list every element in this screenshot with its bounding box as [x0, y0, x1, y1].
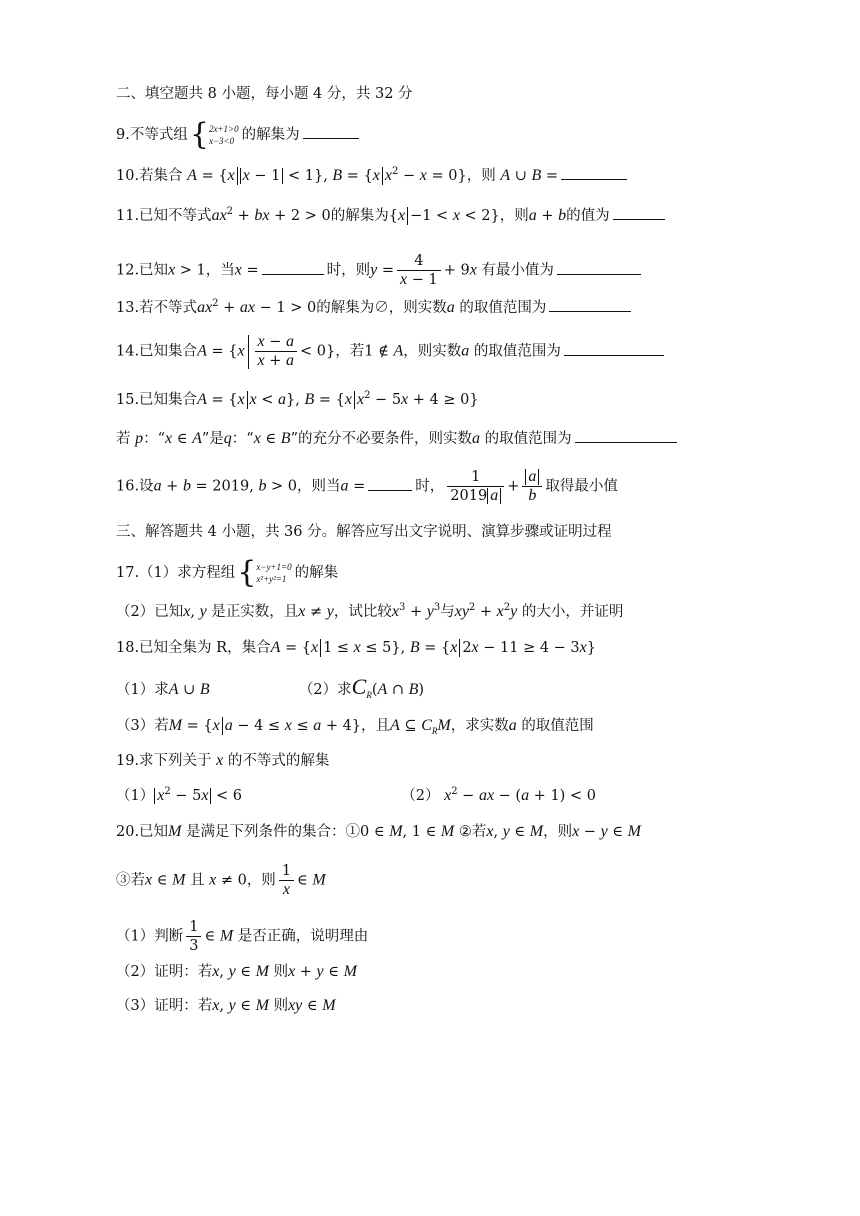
- question-10: 10.若集合 A = {x x − 1 < 1}, B = {x $x^2 - x = 0$}，则 A ∪ B =: [116, 165, 820, 186]
- answer-blank: [368, 476, 412, 491]
- question-17-part-2: （2）已知x, y 是正实数，且x ≠ y，试比较$x^3 + y^3$与$xy^2 + x^2y$ 的大小，并证明: [116, 602, 624, 620]
- question-12: 12.已知x > 1，当x = 时，则y = $\frac{4}{x - 1}$ + 9x 有最小值为: [116, 252, 820, 289]
- question-14: 14.已知集合A = {x $\frac{x - a}{x + a}$ < 0}，若1 ∉ A，则实数a 的取值范围为: [116, 333, 820, 370]
- answer-blank: [549, 297, 631, 312]
- question-15: 15.已知集合A = {x x < a}, B = {x $x^2 - 5x + 4 \ge 0$}: [116, 390, 479, 408]
- answer-blank: [303, 124, 359, 139]
- answer-blank: [561, 165, 627, 180]
- question-9: 9.不等式组{ 2x+1>0 x−3<0 的解集为: [116, 120, 820, 150]
- answer-blank: [564, 341, 664, 356]
- section-title-answers: 三、解答题共 4 小题，共 36 分。解答应写出文字说明、演算步骤或证明过程: [116, 524, 612, 540]
- question-20-part-2: （2）证明：若x, y ∈ M 则x + y ∈ M: [116, 963, 357, 980]
- question-18: 18.已知全集为 R，集合A = {x 1 ≤ x ≤ 5}, B = {x 2x − 11 ≥ 4 − 3x}: [116, 639, 597, 656]
- section-title-fill-blank: 二、填空题共 8 小题，每小题 4 分，共 32 分: [116, 86, 413, 102]
- inequality-system: { 2x+1>0 x−3<0: [189, 117, 239, 152]
- question-18-part-3: （3）若M = {x a − 4 ≤ x ≤ a + 4}，且A ⊆ $C_RM$，求实数a 的取值范围: [116, 717, 594, 736]
- question-20-part-3: （3）证明：若x, y ∈ M 则xy ∈ M: [116, 997, 336, 1014]
- question-11: 11.已知不等式$ax^2$ + bx + 2 > 0的解集为{x −1 < x < 2}，则a + b的值为: [116, 205, 820, 226]
- question-15-line-2: 若 p：“x ∈ A”是q：“x ∈ B”的充分不必要条件，则实数a 的取值范围为: [116, 428, 820, 449]
- answer-blank: [613, 205, 665, 220]
- question-17-part-1: 17.（1）求方程组{ x−y+1=0 x²+y²=1 的解集: [116, 555, 339, 590]
- question-20-part-1: （1）判断 $\frac{1}{3}$ ∈ M 是否正确，说明理由: [116, 919, 369, 954]
- answer-blank: [575, 428, 677, 443]
- equation-system: { x−y+1=0 x²+y²=1: [237, 555, 292, 590]
- question-16: 16.设a + b = 2019, b > 0，则当a = 时， $\frac{1}{2019 a}$ + $\frac{a}{b}$ 取得最小值: [116, 468, 618, 504]
- question-19-parts: （1） $x^2 - 5x < 6$ （2） $x^2$ − ax − (a + 1) < 0: [116, 786, 596, 804]
- question-20: 20.已知M 是满足下列条件的集合：①0 ∈ M, 1 ∈ M ②若x, y ∈ M，则x − y ∈ M: [116, 823, 641, 840]
- answer-blank: [262, 260, 324, 275]
- question-20-line-2: ③若x ∈ M 且 x ≠ 0，则 $\frac{1}{x}$ ∈ M: [116, 863, 326, 898]
- answer-blank: [557, 260, 641, 275]
- question-19: 19.求下列关于 x 的不等式的解集: [116, 752, 330, 769]
- question-18-parts-1-2: （1）求A ∪ B （2）求$C_R(A$ ∩ B): [116, 674, 425, 700]
- question-13: 13.若不等式$ax^2$ + ax − 1 > 0的解集为∅，则实数a 的取值范围为: [116, 297, 820, 318]
